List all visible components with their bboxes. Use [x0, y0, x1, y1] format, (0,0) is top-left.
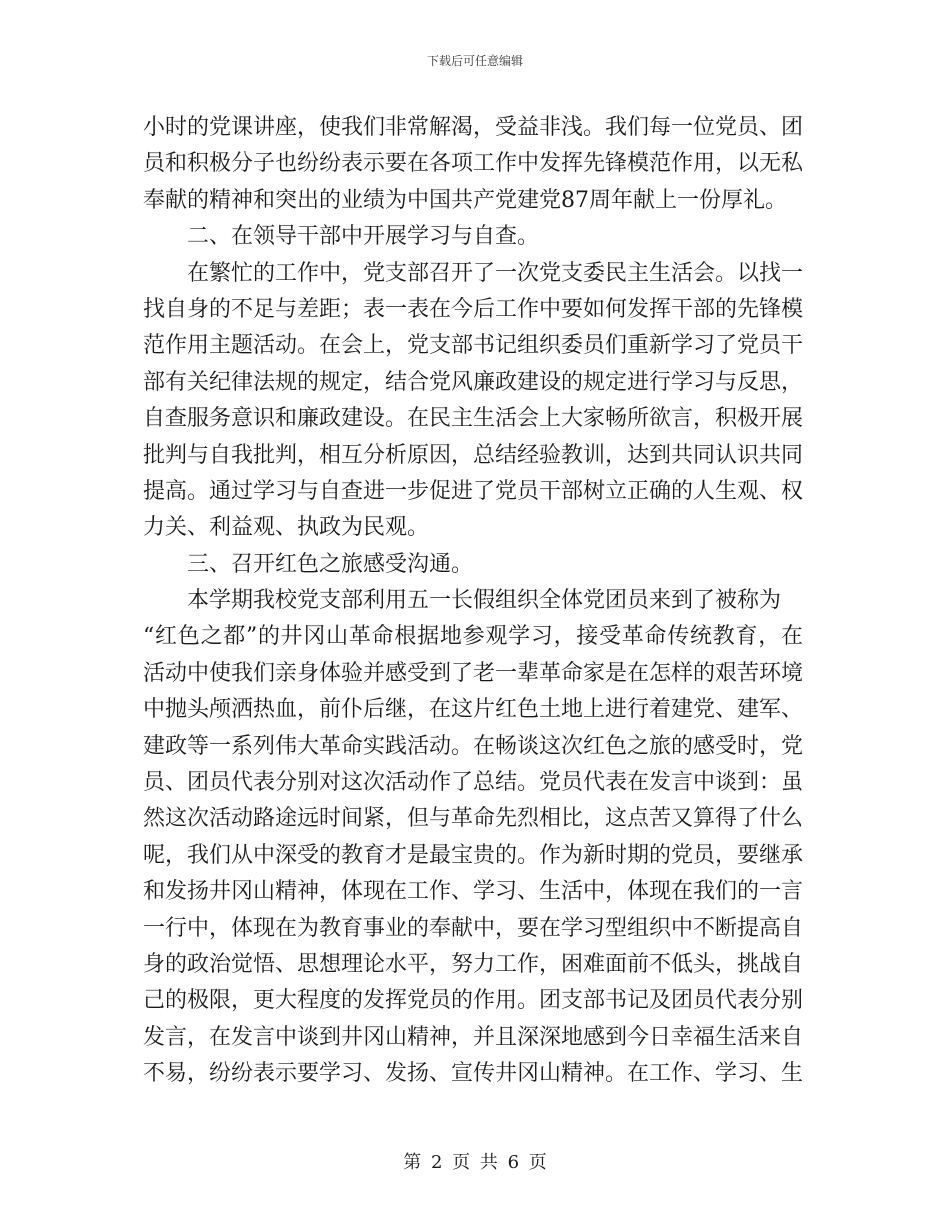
text-line: 建政等一系列伟大革命实践活动。在畅谈这次红色之旅的感受时，党	[143, 733, 804, 759]
text-line: 在繁忙的工作中，党支部召开了一次党支委民主生活会。以找一	[143, 260, 804, 286]
text-line: 找自身的不足与差距；表一表在今后工作中要如何发挥干部的先锋模	[143, 296, 804, 322]
text-line: 己的极限，更大程度的发挥党员的作用。团支部书记及团员代表分别	[143, 988, 804, 1014]
text-line: 范作用主题活动。在会上，党支部书记组织委员们重新学习了党员干	[143, 333, 804, 359]
text-line: 呢，我们从中深受的教育才是最宝贵的。作为新时期的党员，要继承	[143, 842, 804, 868]
text-line: 奉献的精神和突出的业绩为中国共产党建党87周年献上一份厚礼。	[143, 187, 787, 213]
page-header-note: 下载后可任意编辑	[426, 54, 523, 68]
text-line: 提高。通过学习与自查进一步促进了党员干部树立正确的人生观、权	[143, 478, 804, 504]
text-line: 和发扬井冈山精神，体现在工作、学习、生活中，体现在我们的一言	[143, 879, 804, 905]
text-line: 然这次活动路途远时间紧，但与革命先烈相比，这点苦又算得了什么	[143, 806, 804, 832]
text-line: “红色之都”的井冈山革命根据地参观学习，接受革命传统教育，在	[143, 624, 803, 650]
page-number-footer: 第 2 页 共 6 页	[403, 1152, 547, 1173]
text-line: 中抛头颅洒热血，前仆后继，在这片红色土地上进行着建党、建军、	[143, 697, 804, 723]
text-line: 不易，纷纷表示要学习、发扬、宣传井冈山精神。在工作、学习、生	[143, 1061, 804, 1087]
text-line: 部有关纪律法规的规定，结合党风廉政建设的规定进行学习与反思，	[143, 369, 804, 395]
text-line: 自查服务意识和廉政建设。在民主生活会上大家畅所欲言，积极开展	[143, 406, 804, 432]
text-line: 本学期我校党支部利用五一长假组织全体党团员来到了被称为	[143, 588, 782, 614]
text-line: 活动中使我们亲身体验并感受到了老一辈革命家是在怎样的艰苦环境	[143, 660, 804, 686]
text-line: 一行中，体现在为教育事业的奉献中，要在学习型组织中不断提高自	[143, 915, 804, 941]
text-line: 员和积极分子也纷纷表示要在各项工作中发挥先锋模范作用，以无私	[143, 151, 804, 177]
text-line: 小时的党课讲座，使我们非常解渴，受益非浅。我们每一位党员、团	[143, 115, 804, 140]
text-line: 三、召开红色之旅感受沟通。	[143, 551, 474, 577]
text-line: 二、在领导干部中开展学习与自查。	[143, 224, 540, 250]
text-line: 员、团员代表分别对这次活动作了总结。党员代表在发言中谈到：虽	[143, 770, 804, 796]
text-line: 身的政治觉悟、思想理论水平，努力工作，困难面前不低头，挑战自	[143, 951, 804, 977]
document-body	[143, 110, 803, 1093]
text-line: 批判与自我批判，相互分析原因，总结经验教训，达到共同认识共同	[143, 442, 804, 468]
text-line: 发言，在发言中谈到井冈山精神，并且深深地感到今日幸福生活来自	[143, 1024, 804, 1050]
text-line: 力关、利益观、执政为民观。	[143, 515, 430, 541]
